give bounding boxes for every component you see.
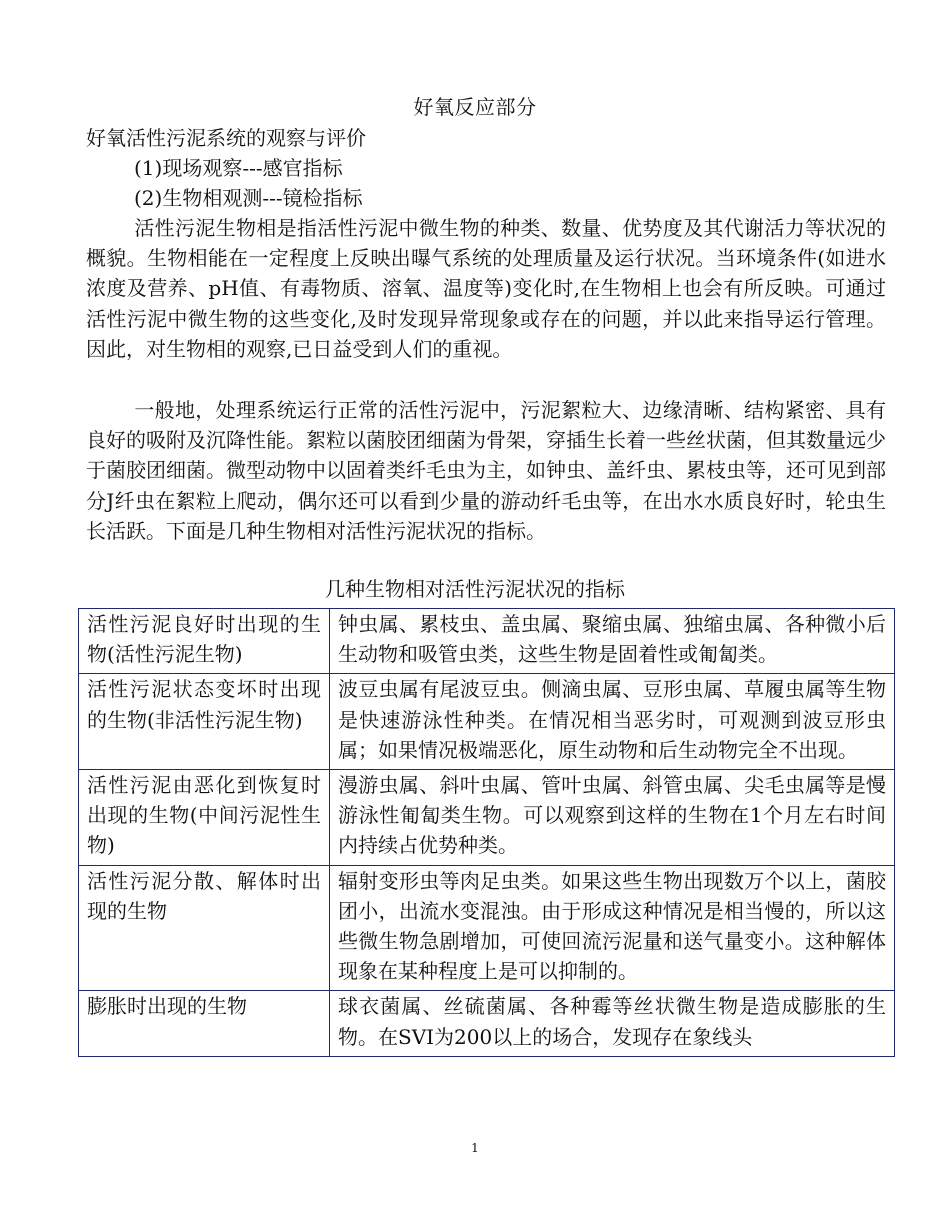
description-cell: 钟虫属、累枝虫、盖虫属、聚缩虫属、独缩虫属、各种微小后生动物和吸管虫类，这些生物是固着性或匍匐类。	[330, 609, 895, 674]
paragraph-normal-sludge	[86, 395, 886, 546]
description-cell: 辐射变形虫等肉足虫类。如果这些生物出现数万个以上，菌胶团小，出流水变混浊。由于形成这种情况是相当慢的，所以这些微生物急剧增加，可使回流污泥量和送气量变小。这种解体现象在某种程度上是可以抑制的。	[330, 865, 895, 991]
table-caption: 几种生物相对活性污泥状况的指标	[325, 577, 625, 601]
paragraph-text: 活性污泥生物相是指活性污泥中微生物的种类、数量、优势度及其代谢活力等状况的概貌。生物相能在一定程度上反映出曝气系统的处理质量及运行状况。当环境条件(如进水浓度及营养、pH值、有毒物质、溶氧、温度等)变化时,在生物相上也会有所反映。可通过活性污泥中微生物的这些变化,及时发现异常现象或存在的问题，并以此来指导运行管理。因此，对生物相的观察,已日益受到人们的重视。	[86, 216, 886, 361]
list-item-field-observation: (1)现场观察---感官指标	[134, 156, 343, 180]
table-row	[79, 865, 895, 991]
table-row	[79, 609, 895, 674]
document-title: 好氧反应部分	[413, 95, 537, 119]
description-cell: 漫游虫属、斜叶虫属、管叶虫属、斜管虫属、尖毛虫属等是慢游泳性匍匐类生物。可以观察到这样的生物在1个月左右时间内持续占优势种类。	[330, 770, 895, 866]
description-cell: 波豆虫属有尾波豆虫。侧滴虫属、豆形虫属、草履虫属等生物是快速游泳性种类。在情况相当恶劣时，可观测到波豆形虫属；如果情况极端恶化，原生动物和后生动物完全不出现。	[330, 674, 895, 770]
page-number: 1	[471, 1141, 479, 1155]
condition-cell: 活性污泥分散、解体时出现的生物	[79, 865, 330, 991]
table-row	[79, 674, 895, 770]
condition-cell: 膨胀时出现的生物	[79, 991, 330, 1056]
paragraph-biophase	[86, 213, 886, 364]
paragraph-text: 一般地，处理系统运行正常的活性污泥中，污泥絮粒大、边缘清晰、结构紧密、具有良好的吸附及沉降性能。絮粒以菌胶团细菌为骨架，穿插生长着一些丝状菌，但其数量远少于菌胶团细菌。微型动物中以固着类纤毛虫为主，如钟虫、盖纤虫、累枝虫等，还可见到部分J纤虫在絮粒上爬动，偶尔还可以看到少量的游动纤毛虫等，在出水水质良好时，轮虫生长活跃。下面是几种生物相对活性污泥状况的指标。	[86, 398, 886, 543]
list-item-microscopy: (2)生物相观测---镜检指标	[134, 186, 363, 210]
condition-cell: 活性污泥状态变坏时出现的生物(非活性污泥生物)	[79, 674, 330, 770]
condition-cell: 活性污泥良好时出现的生物(活性污泥生物)	[79, 609, 330, 674]
condition-cell: 活性污泥由恶化到恢复时出现的生物(中间污泥性生物)	[79, 770, 330, 866]
table-row	[79, 770, 895, 866]
description-cell: 球衣菌属、丝硫菌属、各种霉等丝状微生物是造成膨胀的生物。在SVI为200以上的场合，发现存在象线头	[330, 991, 895, 1056]
section-heading: 好氧活性污泥系统的观察与评价	[86, 126, 366, 150]
table-row	[79, 991, 895, 1056]
indicator-table	[78, 608, 895, 1057]
